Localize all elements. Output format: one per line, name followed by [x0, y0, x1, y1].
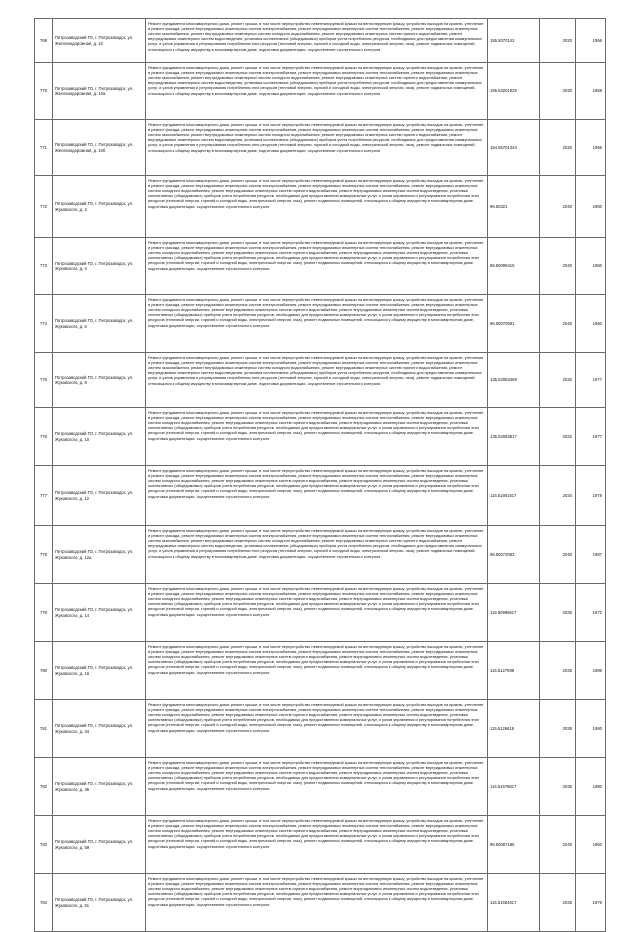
works-description-cell: Ремонт фундамента многоквартирного дома, ремонт крыши, в том числе переустройство невентилируемой крыши на вентилируемую крышу, устройство выходов на кровлю, утепление и ремонт фасада, ремонт внутридомовых инженерных систем электроснабжения, ремонт внутридомовых инженерных систем теплоснабжения, ремонт внутридомовых инженерных систем холодного водоснабжения, ремонт внутридомовых инженерных систем горячего водоснабжения, ремонт внутридомовых инженерных систем водоотведения, установка коллективных (общедомовых) приборов учета потребления ресурсов, необходимых для предоставления коммунальных услуг, и узлов управления и регулирования потребления этих ресурсов (тепловой энергии, горячей и холодной воды, электрической энергии, газа), ремонт подвальных помещений, относящихся к общему имуществу в многоквартирном доме, подготовка документации, осуществление строительного контроля [146, 466, 488, 526]
table-row [35, 466, 606, 526]
plan-year-cell: 2020 [540, 120, 576, 176]
plan-year-cell: 2040 [540, 526, 576, 584]
plan-year-cell: 2032 [540, 408, 576, 466]
address-cell: Петрозаводский ГО, г. Петрозаводск, ул. Жуковского, д. 4 [53, 238, 146, 295]
cadastral-value-cell: 115.51584617 [488, 874, 540, 932]
address-cell: Петрозаводский ГО, г. Петрозаводск, ул. Жуковского, д. 59 [53, 816, 146, 874]
row-number-cell: 769 [35, 19, 53, 63]
build-year-cell: 1987 [576, 526, 606, 584]
plan-year-cell: 2020 [540, 19, 576, 63]
row-number-cell: 774 [35, 295, 53, 353]
plan-year-cell: 2040 [540, 238, 576, 295]
plan-year-cell: 2020 [540, 63, 576, 120]
build-year-cell: 1960 [576, 816, 606, 874]
plan-year-cell: 2035 [540, 874, 576, 932]
build-year-cell: 1980 [576, 758, 606, 816]
cadastral-value-cell: 115.5127598 [488, 642, 540, 700]
address-cell: Петрозаводский ГО, г. Петрозаводск, ул. Жуковского, д. 34 [53, 700, 146, 758]
works-description-cell: Ремонт фундамента многоквартирного дома, ремонт крыши, в том числе переустройство невентилируемой крыши на вентилируемую крышу, устройство выходов на кровлю, утепление и ремонт фасада, ремонт внутридомовых инженерных систем электроснабжения, ремонт внутридомовых инженерных систем теплоснабжения, ремонт внутридомовых инженерных систем холодного водоснабжения, ремонт внутридомовых инженерных систем горячего водоснабжения, ремонт внутридомовых инженерных систем водоотведения, установка коллективных (общедомовых) приборов учета потребления ресурсов, необходимых для предоставления коммунальных услуг, и узлов управления и регулирования потребления этих ресурсов (тепловой энергии, горячей и холодной воды, электрической энергии, газа), ремонт подвальных помещений, относящихся к общему имуществу в многоквартирном доме, подготовка документации, осуществление строительного контроля [146, 874, 488, 932]
works-description-cell: Ремонт фундамента многоквартирного дома, ремонт крыши, в том числе переустройство невентилируемой крыши на вентилируемую крышу, устройство выходов на кровлю, утепление и ремонт фасада, ремонт внутридомовых инженерных систем электроснабжения, ремонт внутридомовых инженерных систем теплоснабжения, ремонт внутридомовых инженерных систем холодного водоснабжения, ремонт внутридомовых инженерных систем горячего водоснабжения, ремонт внутридомовых инженерных систем водоотведения, установка коллективных (общедомовых) приборов учета потребления ресурсов, необходимых для предоставления коммунальных услуг, и узлов управления и регулирования потребления этих ресурсов (тепловой энергии, горячей и холодной воды, электрической энергии, газа), ремонт подвальных помещений, относящихся к общему имуществу в многоквартирном доме, подготовка документации, осуществление строительного контроля [146, 758, 488, 816]
plan-year-cell: 2035 [540, 642, 576, 700]
address-cell: Петрозаводский ГО, г. Петрозаводск, ул. Жуковского, д. 61 [53, 874, 146, 932]
row-number-cell: 779 [35, 584, 53, 642]
address-cell: Петрозаводский ГО, г. Петрозаводск, ул. Железнодорожная, д. 10б [53, 120, 146, 176]
works-description-cell: Ремонт фундамента многоквартирного дома, ремонт крыши, в том числе переустройство невентилируемой крыши на вентилируемую крышу, устройство выходов на кровлю, утепление и ремонт фасада, ремонт внутридомовых инженерных систем электроснабжения, ремонт внутридомовых инженерных систем теплоснабжения, ремонт внутридомовых инженерных систем холодного водоснабжения, ремонт внутридомовых инженерных систем горячего водоснабжения, ремонт внутридомовых инженерных систем водоотведения, установка коллективных (общедомовых) приборов учета потребления ресурсов, необходимых для предоставления коммунальных услуг, и узлов управления и регулирования потребления этих ресурсов (тепловой энергии, горячей и холодной воды, электрической энергии, газа), ремонт подвальных помещений, относящихся к общему имуществу в многоквартирном доме, подготовка документации, осуществление строительного контроля [146, 584, 488, 642]
cadastral-value-cell: 155.53201825 [488, 63, 540, 120]
build-year-cell: 1976 [576, 874, 606, 932]
table-row [35, 584, 606, 642]
works-description-cell: Ремонт фундамента многоквартирного дома, ремонт крыши, в том числе переустройство невентилируемой крыши на вентилируемую крышу, устройство выходов на кровлю, утепление и ремонт фасада, ремонт внутридомовых инженерных систем электроснабжения, ремонт внутридомовых инженерных систем теплоснабжения, ремонт внутридомовых инженерных систем холодного водоснабжения, ремонт внутридомовых инженерных систем горячего водоснабжения, ремонт внутридомовых инженерных систем водоотведения, установка коллективных (общедомовых) приборов учета потребления ресурсов, необходимых для предоставления коммунальных услуг, и узлов управления и регулирования потребления этих ресурсов (тепловой энергии, горячей и холодной воды, электрической энергии, газа), ремонт подвальных помещений, относящихся к общему имуществу в многоквартирном доме, подготовка документации, осуществление строительного контроля [146, 238, 488, 295]
plan-year-cell: 2040 [540, 176, 576, 238]
cadastral-value-cell: 135.52083469 [488, 353, 540, 408]
address-cell: Петрозаводский ГО, г. Петрозаводск, ул. Жуковского, д. 16 [53, 642, 146, 700]
table-row [35, 816, 606, 874]
build-year-cell: 1972 [576, 584, 606, 642]
row-number-cell: 784 [35, 874, 53, 932]
works-description-cell: Ремонт фундамента многоквартирного дома, ремонт крыши, в том числе переустройство невентилируемой крыши на вентилируемую крышу, устройство выходов на кровлю, утепление и ремонт фасада, ремонт внутридомовых инженерных систем электроснабжения, ремонт внутридомовых инженерных систем теплоснабжения, ремонт внутридомовых инженерных систем газоснабжения, ремонт внутридомовых инженерных систем холодного водоснабжения, ремонт внутридомовых инженерных систем горячего водоснабжения, ремонт внутридомовых инженерных систем водоотведения, установка коллективных (общедомовых) приборов учета потребления ресурсов, необходимых для предоставления коммунальных услуг, и узлов управления и регулирования потребления этих ресурсов (тепловой энергии, горячей и холодной воды, электрической энергии, газа), ремонт подвальных помещений, относящихся к общему имуществу в многоквартирном доме, подготовка документации, осуществление строительного контроля [146, 120, 488, 176]
row-number-cell: 770 [35, 63, 53, 120]
repair-schedule-table [34, 18, 606, 932]
address-cell: Петрозаводский ГО, г. Петрозаводск, ул. Железнодорожная, д. 10 [53, 19, 146, 63]
row-number-cell: 771 [35, 120, 53, 176]
table-row [35, 295, 606, 353]
table-row [35, 176, 606, 238]
plan-year-cell: 2032 [540, 353, 576, 408]
row-number-cell: 781 [35, 700, 53, 758]
works-description-cell: Ремонт фундамента многоквартирного дома, ремонт крыши, в том числе переустройство невентилируемой крыши на вентилируемую крышу, устройство выходов на кровлю, утепление и ремонт фасада, ремонт внутридомовых инженерных систем электроснабжения, ремонт внутридомовых инженерных систем теплоснабжения, ремонт внутридомовых инженерных систем холодного водоснабжения, ремонт внутридомовых инженерных систем горячего водоснабжения, ремонт внутридомовых инженерных систем водоотведения, установка коллективных (общедомовых) приборов учета потребления ресурсов, необходимых для предоставления коммунальных услуг, и узлов управления и регулирования потребления этих ресурсов (тепловой энергии, горячей и холодной воды, электрической энергии, газа), ремонт подвальных помещений, относящихся к общему имуществу в многоквартирном доме, подготовка документации, осуществление строительного контроля [146, 408, 488, 466]
address-cell: Петрозаводский ГО, г. Петрозаводск, ул. Жуковского, д. 10 [53, 408, 146, 466]
works-description-cell: Ремонт фундамента многоквартирного дома, ремонт крыши, в том числе переустройство невентилируемой крыши на вентилируемую крышу, устройство выходов на кровлю, утепление и ремонт фасада, ремонт внутридомовых инженерных систем электроснабжения, ремонт внутридомовых инженерных систем теплоснабжения, ремонт внутридомовых инженерных систем холодного водоснабжения, ремонт внутридомовых инженерных систем горячего водоснабжения, ремонт внутридомовых инженерных систем водоотведения, установка коллективных (общедомовых) приборов учета потребления ресурсов, необходимых для предоставления коммунальных услуг, и узлов управления и регулирования потребления этих ресурсов (тепловой энергии, горячей и холодной воды, электрической энергии, газа), ремонт подвальных помещений, относящихся к общему имуществу в многоквартирном доме, подготовка документации, осуществление строительного контроля [146, 176, 488, 238]
cadastral-value-cell: 96.50073083 [488, 526, 540, 584]
row-number-cell: 780 [35, 642, 53, 700]
works-description-cell: Ремонт фундамента многоквартирного дома, ремонт крыши, в том числе переустройство невентилируемой крыши на вентилируемую крышу, устройство выходов на кровлю, утепление и ремонт фасада, ремонт внутридомовых инженерных систем электроснабжения, ремонт внутридомовых инженерных систем теплоснабжения, ремонт внутридомовых инженерных систем холодного водоснабжения, ремонт внутридомовых инженерных систем горячего водоснабжения, ремонт внутридомовых инженерных систем водоотведения, установка коллективных (общедомовых) приборов учета потребления ресурсов, необходимых для предоставления коммунальных услуг, и узлов управления и регулирования потребления этих ресурсов (тепловой энергии, горячей и холодной воды, электрической энергии, газа), ремонт подвальных помещений, относящихся к общему имуществу в многоквартирном доме, подготовка документации, осуществление строительного контроля [146, 816, 488, 874]
row-number-cell: 783 [35, 816, 53, 874]
row-number-cell: 773 [35, 238, 53, 295]
build-year-cell: 1980 [576, 700, 606, 758]
table-row [35, 120, 606, 176]
plan-year-cell: 2040 [540, 295, 576, 353]
plan-year-cell: 2035 [540, 700, 576, 758]
cadastral-value-cell: 155.5070142 [488, 19, 540, 63]
cadastral-value-cell: 96.50087186 [488, 816, 540, 874]
address-cell: Петрозаводский ГО, г. Петрозаводск, ул. Железнодорожная, д. 10а [53, 63, 146, 120]
row-number-cell: 778 [35, 526, 53, 584]
row-number-cell: 776 [35, 408, 53, 466]
build-year-cell: 1960 [576, 238, 606, 295]
works-description-cell: Ремонт фундамента многоквартирного дома, ремонт крыши, в том числе переустройство невентилируемой крыши на вентилируемую крышу, устройство выходов на кровлю, утепление и ремонт фасада, ремонт внутридомовых инженерных систем электроснабжения, ремонт внутридомовых инженерных систем теплоснабжения, ремонт внутридомовых инженерных систем холодного водоснабжения, ремонт внутридомовых инженерных систем горячего водоснабжения, ремонт внутридомовых инженерных систем водоотведения, установка коллективных (общедомовых) приборов учета потребления ресурсов, необходимых для предоставления коммунальных услуг, и узлов управления и регулирования потребления этих ресурсов (тепловой энергии, горячей и холодной воды, электрической энергии, газа), ремонт подвальных помещений, относящихся к общему имуществу в многоквартирном доме, подготовка документации, осуществление строительного контроля [146, 700, 488, 758]
address-cell: Петрозаводский ГО, г. Петрозаводск, ул. Жуковского, д. 6 [53, 295, 146, 353]
build-year-cell: 1977 [576, 353, 606, 408]
row-number-cell: 782 [35, 758, 53, 816]
table-row [35, 63, 606, 120]
build-year-cell: 1958 [576, 63, 606, 120]
table-row [35, 874, 606, 932]
address-cell: Петрозаводский ГО, г. Петрозаводск, ул. Жуковского, д. 12 [53, 466, 146, 526]
works-description-cell: Ремонт фундамента многоквартирного дома, ремонт крыши, в том числе переустройство невентилируемой крыши на вентилируемую крышу, устройство выходов на кровлю, утепление и ремонт фасада, ремонт внутридомовых инженерных систем электроснабжения, ремонт внутридомовых инженерных систем теплоснабжения, ремонт внутридомовых инженерных систем газоснабжения, ремонт внутридомовых инженерных систем холодного водоснабжения, ремонт внутридомовых инженерных систем горячего водоснабжения, ремонт внутридомовых инженерных систем водоотведения, установка коллективных (общедомовых) приборов учета потребления ресурсов, необходимых для предоставления коммунальных услуг, и узлов управления и регулирования потребления этих ресурсов (тепловой энергии, горячей и холодной воды, электрической энергии, газа), ремонт подвальных помещений, относящихся к общему имуществу в многоквартирном доме, подготовка документации, осуществление строительного контроля [146, 63, 488, 120]
cadastral-value-cell: 115.51951617 [488, 466, 540, 526]
works-description-cell: Ремонт фундамента многоквартирного дома, ремонт крыши, в том числе переустройство невентилируемой крыши на вентилируемую крышу, устройство выходов на кровлю, утепление и ремонт фасада, ремонт внутридомовых инженерных систем электроснабжения, ремонт внутридомовых инженерных систем теплоснабжения, ремонт внутридомовых инженерных систем газоснабжения, ремонт внутридомовых инженерных систем холодного водоснабжения, ремонт внутридомовых инженерных систем горячего водоснабжения, ремонт внутридомовых инженерных систем водоотведения, установка коллективных (общедомовых) приборов учета потребления ресурсов, необходимых для предоставления коммунальных услуг, и узлов управления и регулирования потребления этих ресурсов (тепловой энергии, горячей и холодной воды, электрической энергии, газа), ремонт подвальных помещений, относящихся к общему имуществу в многоквартирном доме, подготовка документации, осуществление строительного контроля [146, 526, 488, 584]
row-number-cell: 777 [35, 466, 53, 526]
address-cell: Петрозаводский ГО, г. Петрозаводск, ул. Жуковского, д. 14 [53, 584, 146, 642]
cadastral-value-cell: 115.5126615 [488, 700, 540, 758]
table-row [35, 353, 606, 408]
build-year-cell: 1960 [576, 176, 606, 238]
table-row [35, 408, 606, 466]
address-cell: Петрозаводский ГО, г. Петрозаводск, ул. Жуковского, д. 8 [53, 353, 146, 408]
table-row [35, 238, 606, 295]
cadastral-value-cell: 115.50989617 [488, 584, 540, 642]
cadastral-value-cell: 96.50321 [488, 176, 540, 238]
build-year-cell: 1986 [576, 642, 606, 700]
address-cell: Петрозаводский ГО, г. Петрозаводск, ул. Жуковского, д. 2 [53, 176, 146, 238]
build-year-cell: 1956 [576, 19, 606, 63]
plan-year-cell: 2035 [540, 584, 576, 642]
table-body [35, 19, 606, 932]
cadastral-value-cell: 115.51678617 [488, 758, 540, 816]
table-row [35, 19, 606, 63]
build-year-cell: 1960 [576, 295, 606, 353]
address-cell: Петрозаводский ГО, г. Петрозаводск, ул. Жуковского, д. 12а [53, 526, 146, 584]
plan-year-cell: 2040 [540, 816, 576, 874]
cadastral-value-cell: 154.55701343 [488, 120, 540, 176]
works-description-cell: Ремонт фундамента многоквартирного дома, ремонт крыши, в том числе переустройство невентилируемой крыши на вентилируемую крышу, устройство выходов на кровлю, утепление и ремонт фасада, ремонт внутридомовых инженерных систем электроснабжения, ремонт внутридомовых инженерных систем теплоснабжения, ремонт внутридомовых инженерных систем газоснабжения, ремонт внутридомовых инженерных систем холодного водоснабжения, ремонт внутридомовых инженерных систем горячего водоснабжения, ремонт внутридомовых инженерных систем водоотведения, установка коллективных (общедомовых) приборов учета потребления ресурсов, необходимых для предоставления коммунальных услуг, и узлов управления и регулирования потребления этих ресурсов (тепловой энергии, горячей и холодной воды, электрической энергии, газа), ремонт подвальных помещений, относящихся к общему имуществу в многоквартирном доме, подготовка документации, осуществление строительного контроля [146, 19, 488, 63]
build-year-cell: 1956 [576, 120, 606, 176]
row-number-cell: 775 [35, 353, 53, 408]
build-year-cell: 1978 [576, 466, 606, 526]
table-row [35, 758, 606, 816]
plan-year-cell: 2034 [540, 466, 576, 526]
row-number-cell: 772 [35, 176, 53, 238]
table-row [35, 526, 606, 584]
address-cell: Петрозаводский ГО, г. Петрозаводск, ул. Жуковского, д. 36 [53, 758, 146, 816]
works-description-cell: Ремонт фундамента многоквартирного дома, ремонт крыши, в том числе переустройство невентилируемой крыши на вентилируемую крышу, устройство выходов на кровлю, утепление и ремонт фасада, ремонт внутридомовых инженерных систем электроснабжения, ремонт внутридомовых инженерных систем теплоснабжения, ремонт внутридомовых инженерных систем холодного водоснабжения, ремонт внутридомовых инженерных систем горячего водоснабжения, ремонт внутридомовых инженерных систем водоотведения, установка коллективных (общедомовых) приборов учета потребления ресурсов, необходимых для предоставления коммунальных услуг, и узлов управления и регулирования потребления этих ресурсов (тепловой энергии, горячей и холодной воды, электрической энергии, газа), ремонт подвальных помещений, относящихся к общему имуществу в многоквартирном доме, подготовка документации, осуществление строительного контроля [146, 295, 488, 353]
works-description-cell: Ремонт фундамента многоквартирного дома, ремонт крыши, в том числе переустройство невентилируемой крыши на вентилируемую крышу, устройство выходов на кровлю, утепление и ремонт фасада, ремонт внутридомовых инженерных систем электроснабжения, ремонт внутридомовых инженерных систем теплоснабжения, ремонт внутридомовых инженерных систем газоснабжения, ремонт внутридомовых инженерных систем холодного водоснабжения, ремонт внутридомовых инженерных систем горячего водоснабжения, ремонт внутридомовых инженерных систем водоотведения, установка коллективных (общедомовых) приборов учета потребления ресурсов, необходимых для предоставления коммунальных услуг, и узлов управления и регулирования потребления этих ресурсов (тепловой энергии, горячей и холодной воды, электрической энергии, газа), ремонт подвальных помещений, относящихся к общему имуществу в многоквартирном доме, подготовка документации, осуществление строительного контроля [146, 353, 488, 408]
build-year-cell: 1977 [576, 408, 606, 466]
table-row [35, 700, 606, 758]
document-sheet [34, 18, 605, 932]
works-description-cell: Ремонт фундамента многоквартирного дома, ремонт крыши, в том числе переустройство невентилируемой крыши на вентилируемую крышу, устройство выходов на кровлю, утепление и ремонт фасада, ремонт внутридомовых инженерных систем электроснабжения, ремонт внутридомовых инженерных систем теплоснабжения, ремонт внутридомовых инженерных систем холодного водоснабжения, ремонт внутридомовых инженерных систем горячего водоснабжения, ремонт внутридомовых инженерных систем водоотведения, установка коллективных (общедомовых) приборов учета потребления ресурсов, необходимых для предоставления коммунальных услуг, и узлов управления и регулирования потребления этих ресурсов (тепловой энергии, горячей и холодной воды, электрической энергии, газа), ремонт подвальных помещений, относящихся к общему имуществу в многоквартирном доме, подготовка документации, осуществление строительного контроля [146, 642, 488, 700]
cadastral-value-cell: 135.52083617 [488, 408, 540, 466]
cadastral-value-cell: 96.50070591 [488, 295, 540, 353]
plan-year-cell: 2035 [540, 758, 576, 816]
cadastral-value-cell: 96.50098415 [488, 238, 540, 295]
table-row [35, 642, 606, 700]
